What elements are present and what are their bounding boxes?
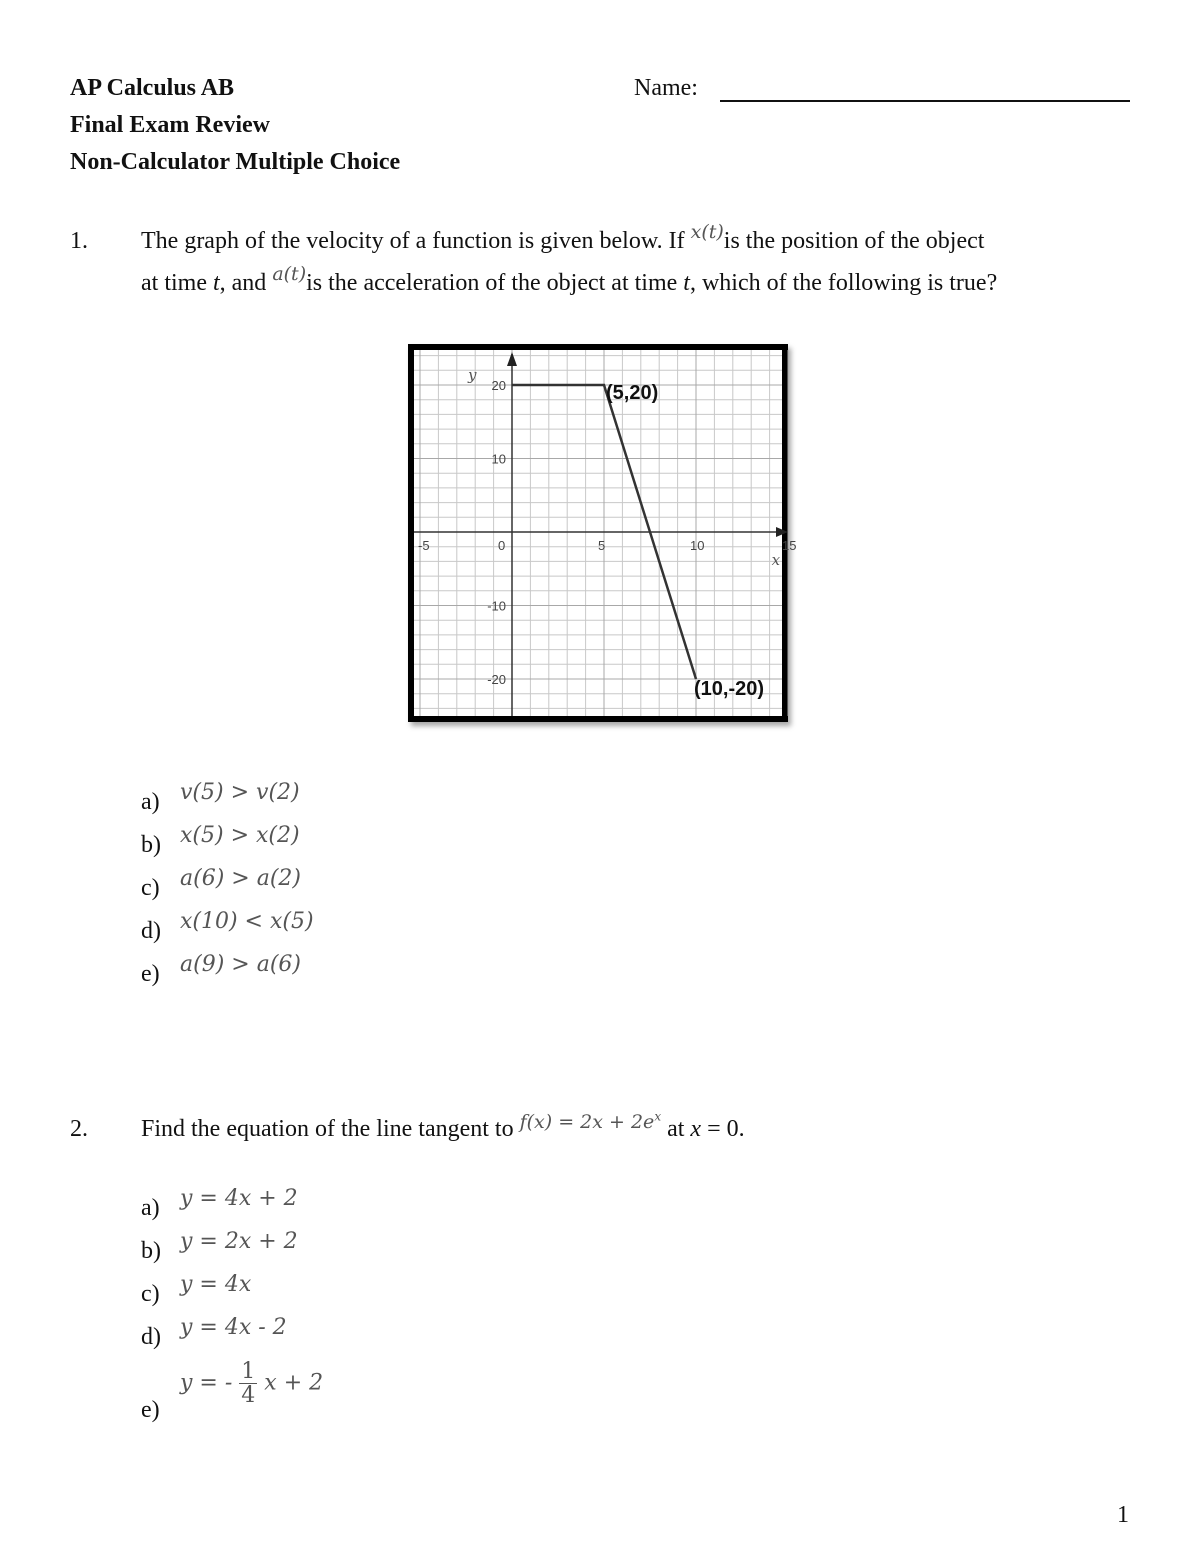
q2-choice-label[interactable]: d) xyxy=(141,1324,161,1350)
question-1-line-2 xyxy=(141,263,998,296)
x-axis-label: x xyxy=(771,551,781,569)
question-1-line-1 xyxy=(141,221,985,254)
q1-text-a: The graph of the velocity of a function is given below. If xyxy=(141,228,685,254)
name-label: Name: xyxy=(634,75,698,101)
page-number: 1 xyxy=(1117,1502,1129,1528)
q2-function xyxy=(520,1111,662,1133)
q1-text-f: , which of the following is true? xyxy=(689,270,998,296)
q1-text-d: , and xyxy=(219,270,273,296)
q2-text-c: = 0. xyxy=(701,1116,745,1142)
q1-t1: t xyxy=(212,270,220,296)
q1-choice-expr: v(5) > v(2) xyxy=(180,780,300,805)
q1-choice-label[interactable]: b) xyxy=(141,832,161,858)
section-title: Non-Calculator Multiple Choice xyxy=(70,149,401,175)
q2-choice-label[interactable]: b) xyxy=(141,1238,161,1264)
annotation-point-5-20: (5,20) xyxy=(606,382,659,404)
q2-choice-e-lhs: y = - xyxy=(180,1370,233,1396)
q2-function-exponent: x xyxy=(654,1109,662,1124)
y-axis-label: y xyxy=(468,366,477,384)
q2-choice-expr: y = 4x + 2 xyxy=(180,1186,298,1211)
q1-choice-expr: x(10) < x(5) xyxy=(180,909,314,934)
annotation-point-10-neg20: (10,-20) xyxy=(694,678,765,700)
q2-choice-e-label[interactable]: e) xyxy=(141,1397,160,1423)
q2-x: x xyxy=(690,1116,702,1142)
velocity-graph-svg xyxy=(414,350,797,716)
q2-choice-expr: y = 4x - 2 xyxy=(180,1315,287,1340)
q1-t2: t xyxy=(683,270,690,296)
q2-choice-e-rhs: x + 2 xyxy=(264,1370,324,1396)
x-tick-label: -5 xyxy=(418,538,430,553)
q2-choice-e-fraction xyxy=(239,1360,257,1407)
q1-choice-label[interactable]: d) xyxy=(141,918,161,944)
q1-choice-label[interactable]: e) xyxy=(141,961,160,987)
x-tick-label: 0 xyxy=(498,538,506,553)
y-tick-label: -20 xyxy=(487,672,506,687)
x-axis-arrow xyxy=(776,527,788,537)
q1-choice-label[interactable]: a) xyxy=(141,789,160,815)
q2-choice-expr: y = 4x xyxy=(180,1272,252,1297)
q1-at: a(t) xyxy=(272,263,307,285)
q2-text-b: at xyxy=(667,1116,691,1142)
y-tick-label: 20 xyxy=(491,378,506,393)
q2-choice-label[interactable]: a) xyxy=(141,1195,160,1221)
question-2-line xyxy=(141,1109,745,1142)
q2-choice-e-num: 1 xyxy=(241,1359,256,1384)
question-1-number: 1. xyxy=(70,228,88,254)
x-tick-label: 15 xyxy=(782,538,797,553)
q1-text-b: is the position of the object xyxy=(723,228,985,254)
q2-function-body: f(x) = 2x + 2e xyxy=(519,1111,655,1133)
course-title: AP Calculus AB xyxy=(70,75,235,101)
q2-choice-e-expr xyxy=(180,1360,323,1407)
q1-text-c: at time xyxy=(141,270,213,296)
x-tick-label: 10 xyxy=(690,538,705,553)
y-tick-label: -10 xyxy=(487,598,506,614)
q1-text-e: is the acceleration of the object at time xyxy=(306,270,684,296)
x-tick-label: 5 xyxy=(598,538,606,553)
q1-choice-label[interactable]: c) xyxy=(141,875,160,901)
q1-xt: x(t) xyxy=(690,221,724,243)
q1-choice-expr: a(9) > a(6) xyxy=(180,952,301,977)
name-field-line[interactable] xyxy=(720,76,1130,102)
y-tick-label: 10 xyxy=(491,451,506,467)
review-title: Final Exam Review xyxy=(70,112,270,138)
q2-choice-e-den: 4 xyxy=(241,1383,256,1409)
q1-choice-expr: x(5) > x(2) xyxy=(180,823,300,848)
q1-choice-expr: a(6) > a(2) xyxy=(180,866,301,891)
y-axis-arrow xyxy=(507,352,517,366)
q2-choice-expr: y = 2x + 2 xyxy=(180,1229,298,1254)
question-2-number: 2. xyxy=(70,1116,88,1142)
velocity-graph xyxy=(408,344,797,722)
q2-choice-label[interactable]: c) xyxy=(141,1281,160,1307)
q2-text-a: Find the equation of the line tangent to xyxy=(141,1116,514,1142)
